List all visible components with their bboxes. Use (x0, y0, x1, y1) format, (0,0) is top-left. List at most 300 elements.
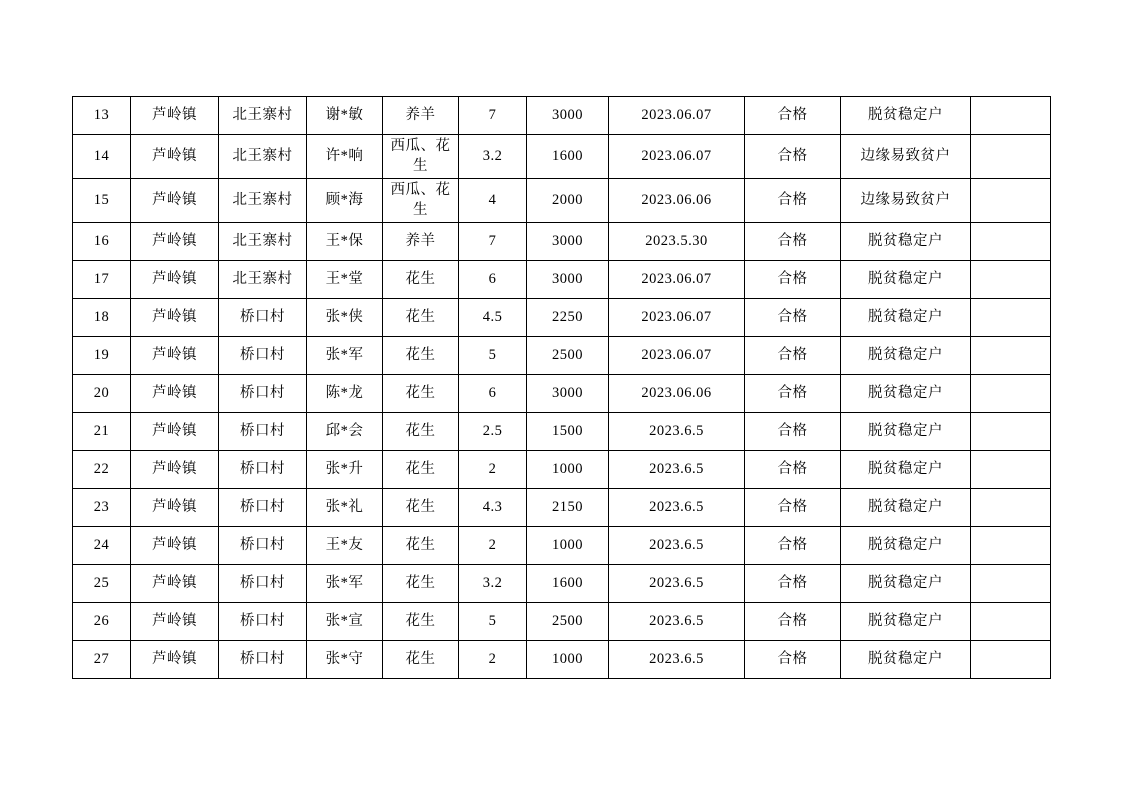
cell-text: 脱贫稳定户 (868, 346, 943, 363)
cell-town (131, 527, 219, 565)
cell-village (219, 97, 307, 135)
cell-text: 桥口村 (240, 536, 285, 553)
cell-text: 邱*会 (325, 422, 364, 439)
cell-check (745, 299, 841, 337)
cell-text: 花生 (405, 650, 436, 667)
cell-text: 22 (93, 460, 110, 477)
cell-text: 3.2 (482, 147, 503, 164)
cell-text: 2023.06.07 (641, 308, 712, 325)
cell-text: 合格 (777, 191, 808, 208)
cell-text: 芦岭镇 (152, 308, 197, 325)
cell-text: 北王寨村 (232, 232, 293, 249)
cell-note (971, 223, 1051, 261)
cell-town (131, 97, 219, 135)
cell-text: 养羊 (405, 106, 436, 123)
cell-text: 芦岭镇 (152, 574, 197, 591)
cell-town (131, 603, 219, 641)
cell-text: 张*军 (325, 574, 364, 591)
cell-check (745, 375, 841, 413)
cell-text: 5 (488, 612, 497, 629)
cell-text: 北王寨村 (232, 270, 293, 287)
cell-town (131, 299, 219, 337)
cell-text: 脱贫稳定户 (868, 308, 943, 325)
cell-text: 脱贫稳定户 (868, 536, 943, 553)
cell-date (609, 489, 745, 527)
cell-text: 花生 (405, 498, 436, 515)
cell-village (219, 451, 307, 489)
cell-date (609, 337, 745, 375)
cell-name (307, 641, 383, 679)
cell-text: 1600 (552, 574, 583, 591)
cell-item (383, 413, 459, 451)
cell-text: 合格 (777, 232, 808, 249)
cell-no (73, 299, 131, 337)
cell-amount (527, 375, 609, 413)
cell-text: 2023.06.06 (641, 191, 712, 208)
cell-text: 张*军 (325, 346, 364, 363)
cell-text: 2250 (552, 308, 583, 325)
cell-name (307, 565, 383, 603)
cell-village (219, 375, 307, 413)
cell-text: 21 (93, 422, 110, 439)
cell-check (745, 413, 841, 451)
cell-town (131, 261, 219, 299)
cell-text: 张*宣 (325, 612, 364, 629)
cell-no (73, 223, 131, 261)
cell-text: 桥口村 (240, 422, 285, 439)
cell-text: 3.2 (482, 574, 503, 591)
data-table-container (72, 96, 1050, 679)
cell-area (459, 299, 527, 337)
cell-text: 北王寨村 (232, 106, 293, 123)
cell-note (971, 179, 1051, 223)
cell-text: 芦岭镇 (152, 460, 197, 477)
cell-text: 23 (93, 498, 110, 515)
cell-date (609, 603, 745, 641)
cell-text: 花生 (405, 536, 436, 553)
cell-check (745, 489, 841, 527)
cell-area (459, 135, 527, 179)
cell-check (745, 565, 841, 603)
cell-check (745, 641, 841, 679)
cell-text: 陈*龙 (325, 384, 364, 401)
cell-no (73, 375, 131, 413)
cell-type (841, 97, 971, 135)
cell-amount (527, 223, 609, 261)
cell-text: 1000 (552, 650, 583, 667)
cell-check (745, 527, 841, 565)
table-row (73, 337, 1051, 375)
cell-text: 17 (93, 270, 110, 287)
cell-amount (527, 97, 609, 135)
cell-no (73, 527, 131, 565)
cell-text: 合格 (777, 308, 808, 325)
cell-text: 6 (488, 384, 497, 401)
cell-text: 桥口村 (240, 346, 285, 363)
cell-text: 2000 (552, 191, 583, 208)
cell-text: 2023.6.5 (649, 460, 704, 477)
cell-text: 2023.06.07 (641, 270, 712, 287)
cell-text: 2.5 (482, 422, 503, 439)
cell-text: 19 (93, 346, 110, 363)
table-row (73, 641, 1051, 679)
cell-text: 2023.6.5 (649, 536, 704, 553)
cell-village (219, 299, 307, 337)
cell-type (841, 565, 971, 603)
table-row (73, 603, 1051, 641)
cell-text: 合格 (777, 270, 808, 287)
cell-date (609, 135, 745, 179)
cell-area (459, 641, 527, 679)
cell-name (307, 489, 383, 527)
cell-no (73, 135, 131, 179)
cell-text: 2023.6.5 (649, 574, 704, 591)
cell-text: 花生 (405, 308, 436, 325)
cell-area (459, 565, 527, 603)
cell-text: 脱贫稳定户 (868, 270, 943, 287)
cell-town (131, 375, 219, 413)
cell-text: 花生 (405, 612, 436, 629)
cell-text: 脱贫稳定户 (868, 574, 943, 591)
cell-text: 脱贫稳定户 (868, 232, 943, 249)
cell-area (459, 603, 527, 641)
cell-name (307, 179, 383, 223)
cell-type (841, 527, 971, 565)
cell-amount (527, 337, 609, 375)
cell-type (841, 641, 971, 679)
cell-text: 芦岭镇 (152, 650, 197, 667)
cell-text: 桥口村 (240, 612, 285, 629)
cell-area (459, 179, 527, 223)
cell-town (131, 641, 219, 679)
cell-text: 芦岭镇 (152, 612, 197, 629)
cell-item (383, 565, 459, 603)
cell-text: 20 (93, 384, 110, 401)
cell-note (971, 337, 1051, 375)
cell-note (971, 413, 1051, 451)
cell-text: 4.5 (482, 308, 503, 325)
cell-check (745, 97, 841, 135)
cell-text: 合格 (777, 147, 808, 164)
cell-area (459, 337, 527, 375)
table-row (73, 375, 1051, 413)
cell-area (459, 261, 527, 299)
cell-text: 2023.5.30 (645, 232, 708, 249)
cell-name (307, 375, 383, 413)
cell-date (609, 641, 745, 679)
cell-text: 合格 (777, 384, 808, 401)
cell-text: 24 (93, 536, 110, 553)
cell-item (383, 527, 459, 565)
cell-type (841, 337, 971, 375)
cell-no (73, 337, 131, 375)
data-table (72, 96, 1051, 679)
cell-town (131, 565, 219, 603)
cell-name (307, 97, 383, 135)
cell-village (219, 641, 307, 679)
cell-text: 王*保 (325, 232, 364, 249)
cell-text: 3000 (552, 106, 583, 123)
cell-item (383, 603, 459, 641)
cell-check (745, 135, 841, 179)
cell-check (745, 223, 841, 261)
cell-town (131, 223, 219, 261)
cell-date (609, 413, 745, 451)
cell-text: 芦岭镇 (152, 232, 197, 249)
cell-item (383, 299, 459, 337)
cell-text: 谢*敏 (325, 106, 364, 123)
cell-type (841, 413, 971, 451)
cell-date (609, 565, 745, 603)
cell-text: 花生 (405, 574, 436, 591)
cell-text: 2500 (552, 346, 583, 363)
cell-village (219, 261, 307, 299)
cell-text: 张*升 (325, 460, 364, 477)
cell-area (459, 375, 527, 413)
cell-text: 芦岭镇 (152, 384, 197, 401)
cell-amount (527, 299, 609, 337)
cell-item (383, 179, 459, 223)
cell-text: 6 (488, 270, 497, 287)
cell-item (383, 261, 459, 299)
cell-text: 7 (488, 106, 497, 123)
cell-text: 桥口村 (240, 308, 285, 325)
cell-village (219, 603, 307, 641)
cell-text: 2150 (552, 498, 583, 515)
cell-text: 王*堂 (325, 270, 364, 287)
cell-text: 2023.06.07 (641, 147, 712, 164)
cell-item (383, 223, 459, 261)
cell-type (841, 261, 971, 299)
cell-item (383, 375, 459, 413)
cell-amount (527, 565, 609, 603)
cell-text: 合格 (777, 612, 808, 629)
cell-date (609, 299, 745, 337)
cell-text: 3000 (552, 384, 583, 401)
cell-text: 2023.06.07 (641, 346, 712, 363)
cell-text: 25 (93, 574, 110, 591)
cell-village (219, 337, 307, 375)
cell-amount (527, 135, 609, 179)
cell-type (841, 223, 971, 261)
cell-text: 合格 (777, 650, 808, 667)
cell-area (459, 489, 527, 527)
cell-name (307, 223, 383, 261)
cell-village (219, 413, 307, 451)
cell-date (609, 179, 745, 223)
cell-text: 2023.6.5 (649, 498, 704, 515)
cell-text: 边缘易致贫户 (860, 147, 951, 164)
cell-text: 16 (93, 232, 110, 249)
cell-text: 18 (93, 308, 110, 325)
cell-text: 边缘易致贫户 (860, 191, 951, 208)
cell-town (131, 489, 219, 527)
cell-date (609, 261, 745, 299)
table-row (73, 413, 1051, 451)
cell-type (841, 179, 971, 223)
cell-name (307, 135, 383, 179)
cell-town (131, 451, 219, 489)
cell-text: 养羊 (405, 232, 436, 249)
cell-note (971, 261, 1051, 299)
cell-text: 张*守 (325, 650, 364, 667)
cell-text: 3000 (552, 232, 583, 249)
cell-text: 2023.06.06 (641, 384, 712, 401)
cell-text: 2 (488, 536, 497, 553)
cell-text: 芦岭镇 (152, 498, 197, 515)
cell-text: 2 (488, 460, 497, 477)
cell-amount (527, 489, 609, 527)
cell-text: 脱贫稳定户 (868, 106, 943, 123)
cell-text: 芦岭镇 (152, 191, 197, 208)
cell-name (307, 299, 383, 337)
cell-text: 桥口村 (240, 384, 285, 401)
cell-text: 1600 (552, 147, 583, 164)
table-row (73, 299, 1051, 337)
cell-name (307, 261, 383, 299)
cell-area (459, 223, 527, 261)
cell-text: 花生 (405, 460, 436, 477)
cell-name (307, 451, 383, 489)
cell-item (383, 451, 459, 489)
cell-note (971, 299, 1051, 337)
cell-note (971, 641, 1051, 679)
cell-text: 花生 (405, 384, 436, 401)
cell-type (841, 299, 971, 337)
cell-amount (527, 451, 609, 489)
cell-text: 脱贫稳定户 (868, 422, 943, 439)
cell-item (383, 135, 459, 179)
cell-no (73, 451, 131, 489)
cell-text: 西瓜、花生 (390, 138, 451, 174)
cell-no (73, 641, 131, 679)
cell-amount (527, 179, 609, 223)
cell-text: 2023.06.07 (641, 106, 712, 123)
cell-text: 26 (93, 612, 110, 629)
cell-name (307, 337, 383, 375)
cell-text: 合格 (777, 460, 808, 477)
cell-text: 桥口村 (240, 574, 285, 591)
cell-text: 北王寨村 (232, 147, 293, 164)
cell-text: 许*响 (325, 147, 364, 164)
cell-no (73, 565, 131, 603)
cell-type (841, 603, 971, 641)
cell-text: 脱贫稳定户 (868, 498, 943, 515)
cell-town (131, 337, 219, 375)
cell-text: 西瓜、花生 (390, 182, 451, 218)
table-row (73, 135, 1051, 179)
cell-amount (527, 413, 609, 451)
cell-item (383, 641, 459, 679)
cell-item (383, 97, 459, 135)
cell-no (73, 97, 131, 135)
cell-text: 合格 (777, 106, 808, 123)
cell-amount (527, 261, 609, 299)
cell-text: 5 (488, 346, 497, 363)
cell-date (609, 451, 745, 489)
cell-text: 芦岭镇 (152, 536, 197, 553)
table-row (73, 223, 1051, 261)
cell-text: 4.3 (482, 498, 503, 515)
cell-text: 1000 (552, 536, 583, 553)
cell-text: 27 (93, 650, 110, 667)
cell-text: 2023.6.5 (649, 650, 704, 667)
cell-check (745, 451, 841, 489)
cell-text: 合格 (777, 498, 808, 515)
cell-text: 2023.6.5 (649, 422, 704, 439)
cell-text: 13 (93, 106, 110, 123)
cell-type (841, 489, 971, 527)
cell-text: 2023.6.5 (649, 612, 704, 629)
cell-town (131, 179, 219, 223)
cell-town (131, 413, 219, 451)
cell-area (459, 413, 527, 451)
cell-text: 脱贫稳定户 (868, 612, 943, 629)
cell-note (971, 97, 1051, 135)
cell-text: 花生 (405, 270, 436, 287)
cell-text: 脱贫稳定户 (868, 460, 943, 477)
cell-village (219, 489, 307, 527)
table-row (73, 179, 1051, 223)
table-row (73, 565, 1051, 603)
cell-name (307, 413, 383, 451)
cell-note (971, 489, 1051, 527)
cell-text: 桥口村 (240, 650, 285, 667)
cell-text: 14 (93, 147, 110, 164)
cell-no (73, 489, 131, 527)
cell-date (609, 375, 745, 413)
cell-date (609, 223, 745, 261)
cell-note (971, 603, 1051, 641)
cell-area (459, 451, 527, 489)
cell-amount (527, 603, 609, 641)
table-body (73, 97, 1051, 679)
cell-check (745, 603, 841, 641)
cell-text: 脱贫稳定户 (868, 384, 943, 401)
cell-area (459, 527, 527, 565)
cell-text: 张*侠 (325, 308, 364, 325)
cell-text: 芦岭镇 (152, 346, 197, 363)
cell-check (745, 179, 841, 223)
cell-text: 花生 (405, 346, 436, 363)
table-row (73, 527, 1051, 565)
cell-text: 桥口村 (240, 460, 285, 477)
cell-text: 合格 (777, 346, 808, 363)
cell-note (971, 527, 1051, 565)
cell-text: 3000 (552, 270, 583, 287)
cell-text: 芦岭镇 (152, 106, 197, 123)
cell-village (219, 565, 307, 603)
table-row (73, 97, 1051, 135)
cell-text: 花生 (405, 422, 436, 439)
cell-text: 桥口村 (240, 498, 285, 515)
cell-village (219, 135, 307, 179)
cell-note (971, 135, 1051, 179)
table-row (73, 261, 1051, 299)
cell-item (383, 489, 459, 527)
cell-village (219, 179, 307, 223)
cell-text: 2 (488, 650, 497, 667)
cell-amount (527, 527, 609, 565)
cell-item (383, 337, 459, 375)
cell-text: 1500 (552, 422, 583, 439)
cell-village (219, 223, 307, 261)
cell-no (73, 413, 131, 451)
cell-check (745, 337, 841, 375)
cell-text: 芦岭镇 (152, 147, 197, 164)
cell-text: 合格 (777, 422, 808, 439)
cell-area (459, 97, 527, 135)
